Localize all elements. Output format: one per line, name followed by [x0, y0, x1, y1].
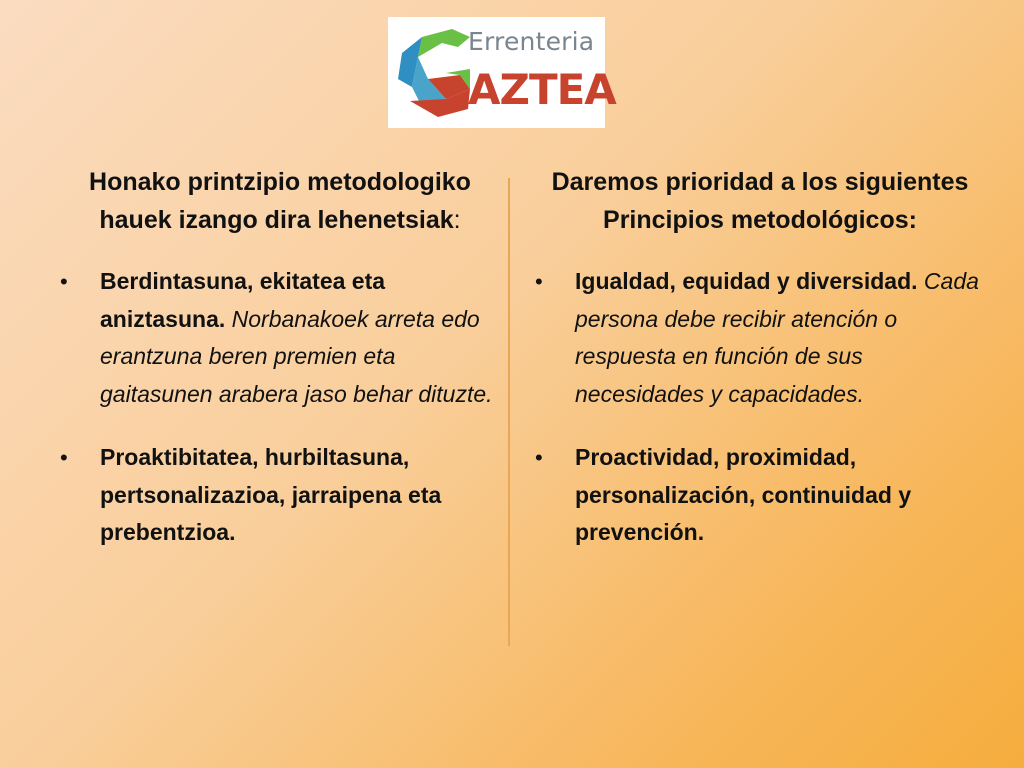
bullet-bold-text: Proactividad, proximidad, personalización, continuidad y prevención. [575, 444, 912, 545]
bullet-icon: • [535, 445, 543, 470]
left-heading [60, 163, 500, 239]
right-heading: Daremos prioridad a los siguientes Principios metodológicos: [551, 168, 969, 234]
left-bullet-list [60, 263, 500, 552]
list-item [535, 439, 985, 552]
column-divider [508, 178, 510, 646]
bullet-icon: • [60, 445, 68, 470]
bullet-icon: • [60, 269, 68, 294]
logo-top-text: Errenteria [468, 27, 595, 56]
left-heading-colon: : [453, 206, 461, 234]
left-column-basque [60, 163, 500, 578]
left-heading-text: Honako printzipio metodologiko hauek izango dira lehenetsiak [89, 168, 471, 234]
bullet-bold-text: Proaktibitatea, hurbiltasuna, pertsonalizazioa, jarraipena eta prebentzioa. [100, 444, 442, 545]
right-bullet-list [535, 263, 985, 552]
logo-main-text: AZTEA [468, 65, 616, 114]
list-item [535, 263, 985, 413]
list-item [60, 263, 500, 413]
list-item [60, 439, 500, 552]
right-column-spanish [535, 163, 985, 578]
bullet-italic-text: Cada persona debe recibir atención o respuesta en función de sus necesidades y capacidades. [575, 268, 979, 407]
bullet-bold-text: Berdintasuna, ekitatea eta aniztasuna. [100, 268, 386, 332]
bullet-bold-text: Igualdad, equidad y diversidad. [575, 268, 918, 294]
bullet-italic-text: Norbanakoek arreta edo erantzuna beren premien eta gaitasunen arabera jaso behar dituzte. [100, 305, 493, 407]
bullet-icon: • [535, 269, 543, 294]
errenteria-gaztea-logo [388, 17, 616, 128]
